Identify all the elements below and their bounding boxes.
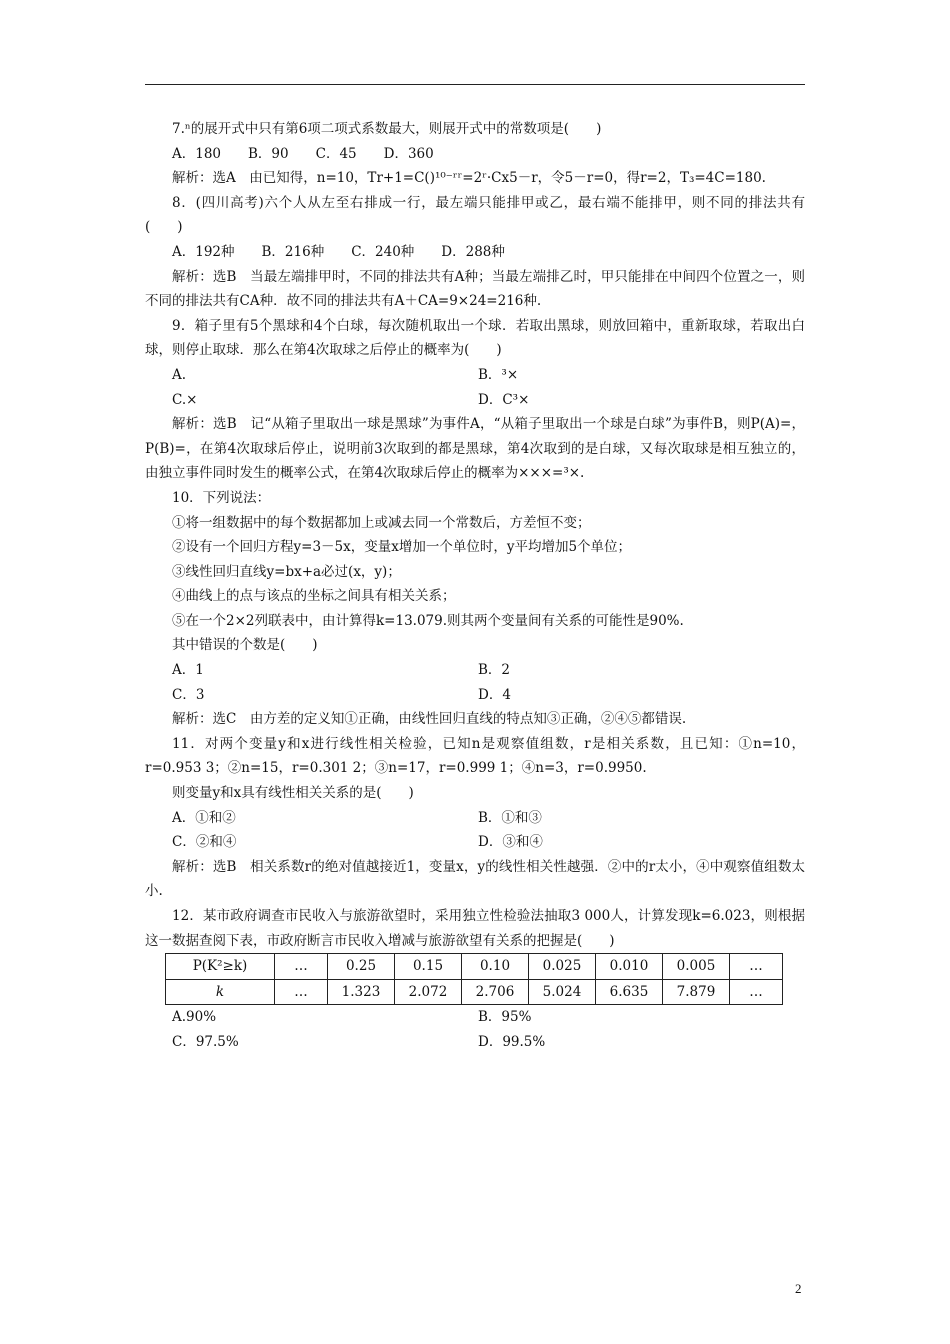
table-cell: 5.024 (529, 979, 596, 1005)
q10-stem: 10．下列说法： (172, 489, 271, 506)
q11-option-b: B．①和③ (478, 809, 542, 826)
table-cell: 0.25 (328, 954, 395, 980)
q11-ask: 则变量y和x具有线性相关关系的是( ) (172, 785, 414, 802)
q9-option-d: D．C³× (478, 391, 530, 408)
q11-option-a: A．①和② (172, 809, 236, 826)
q7-solution: 解析：选A 由已知得，n=10，Tr+1=C()¹⁰⁻ʳʳ=2ʳ·Cx5－r，令5－r=0，得r=2，T₃=4C=180. (172, 170, 766, 187)
q9-solution: 解析：选B 记“从箱子里取出一球是黑球”为事件A，“从箱子里取出一个球是白球”为事件B，则P(A)=，P(B)=，在第4次取球后停止，说明前3次取到的都是黑球，第4次取到的是白球，又每次取球是相互独立的，由独立事件同时发生的概率公式，在第4次取球后停止的概率为×××=³×. (145, 416, 805, 482)
table-cell: 1.323 (328, 979, 395, 1005)
q9-option-b: B．³× (478, 366, 519, 383)
table-cell: 6.635 (596, 979, 663, 1005)
table-cell: k (166, 979, 275, 1005)
page-content (145, 117, 805, 1055)
table-cell: P(K²≥k) (166, 954, 275, 980)
q12-options-row1 (145, 1005, 805, 1030)
q10-options-row2 (145, 683, 805, 708)
q9-option-c: C.× (172, 391, 198, 408)
q12-stem: 12．某市政府调查市民收入与旅游欲望时，采用独立性检验法抽取3 000人，计算发现k=6.023，则根据这一数据查阅下表，市政府断言市民收入增减与旅游欲望有关系的把握是( ) (145, 908, 805, 949)
q10-item: ⑤在一个2×2列联表中，由计算得k=13.079.则其两个变量间有关系的可能性是90%. (172, 612, 684, 629)
q10-item: ②设有一个回归方程y=3－5x，变量x增加一个单位时，y平均增加5个单位； (172, 539, 632, 556)
q11-solution: 解析：选B 相关系数r的绝对值越接近1，变量x，y的线性相关性越强．②中的r太小，④中观察值组数太小. (145, 858, 805, 900)
q11-options-row2 (145, 830, 805, 855)
q12-option-c: C．97.5% (172, 1033, 239, 1050)
q10-item: ③线性回归直线y=bx+a必过(x，y)； (172, 563, 401, 580)
q10-option-d: D．4 (478, 686, 511, 703)
q10-item: ①将一组数据中的每个数据都加上或减去同一个常数后，方差恒不变； (172, 514, 591, 531)
q11-option-c: C．②和④ (172, 834, 237, 851)
table-cell: 0.025 (529, 954, 596, 980)
page-number: 2 (795, 1281, 802, 1296)
q8-stem: 8．(四川高考)六个人从左至右排成一行，最左端只能排甲或乙，最右端不能排甲，则不同的排法共有( ) (145, 194, 805, 236)
table-cell: 0.010 (596, 954, 663, 980)
critical-value-table (165, 953, 783, 1005)
q10-ask: 其中错误的个数是( ) (172, 637, 318, 654)
table-cell: 0.15 (395, 954, 462, 980)
q10-solution: 解析：选C 由方差的定义知①正确，由线性回归直线的特点知③正确，②④⑤都错误. (172, 711, 687, 728)
q9-option-a: A. (172, 366, 187, 383)
q11-options-row1 (145, 806, 805, 831)
table-cell: 2.706 (462, 979, 529, 1005)
q10-option-c: C．3 (172, 686, 205, 703)
table-cell: 7.879 (663, 979, 730, 1005)
q7-options: A．180 B．90 C．45 D．360 (172, 145, 434, 162)
q8-options: A．192种 B．216种 C．240种 D．288种 (172, 243, 505, 260)
q10-option-b: B．2 (478, 662, 511, 679)
q9-stem: 9．箱子里有5个黑球和4个白球，每次随机取出一个球．若取出黑球，则放回箱中，重新取球，若取出白球，则停止取球．那么在第4次取球之后停止的概率为( ) (145, 317, 805, 359)
table-cell: 0.10 (462, 954, 529, 980)
q11-option-d: D．③和④ (478, 834, 543, 851)
q12-option-b: B．95% (478, 1009, 532, 1026)
q7-stem: 7.ⁿ的展开式中只有第6项二项式系数最大，则展开式中的常数项是( ) (172, 121, 602, 137)
q10-item: ④曲线上的点与该点的坐标之间具有相关关系； (172, 588, 456, 605)
q9-options-row1 (145, 363, 805, 388)
table-cell: 2.072 (395, 979, 462, 1005)
q12-option-a: A.90% (172, 1009, 217, 1026)
table-row (166, 979, 783, 1005)
table-cell: … (730, 954, 783, 980)
q10-options-row1 (145, 658, 805, 683)
q11-stem: 11．对两个变量y和x进行线性相关检验，已知n是观察值组数，r是相关系数，且已知：①n=10，r=0.953 3；②n=15，r=0.301 2；③n=17，r=0.999 1；④n=3，r=0.9950. (145, 735, 805, 777)
q12-option-d: D．99.5% (478, 1033, 546, 1050)
table-cell: 0.005 (663, 954, 730, 980)
table-cell: … (275, 979, 328, 1005)
q10-option-a: A．1 (172, 662, 204, 679)
q12-options-row2 (145, 1030, 805, 1055)
table-cell: … (730, 979, 783, 1005)
q8-solution: 解析：选B 当最左端排甲时，不同的排法共有A种；当最左端排乙时，甲只能排在中间四个位置之一，则不同的排法共有CA种．故不同的排法共有A＋CA=9×24=216种. (145, 268, 805, 310)
q9-options-row2 (145, 388, 805, 413)
table-row (166, 954, 783, 980)
table-cell: … (275, 954, 328, 980)
header-rule (145, 84, 805, 85)
